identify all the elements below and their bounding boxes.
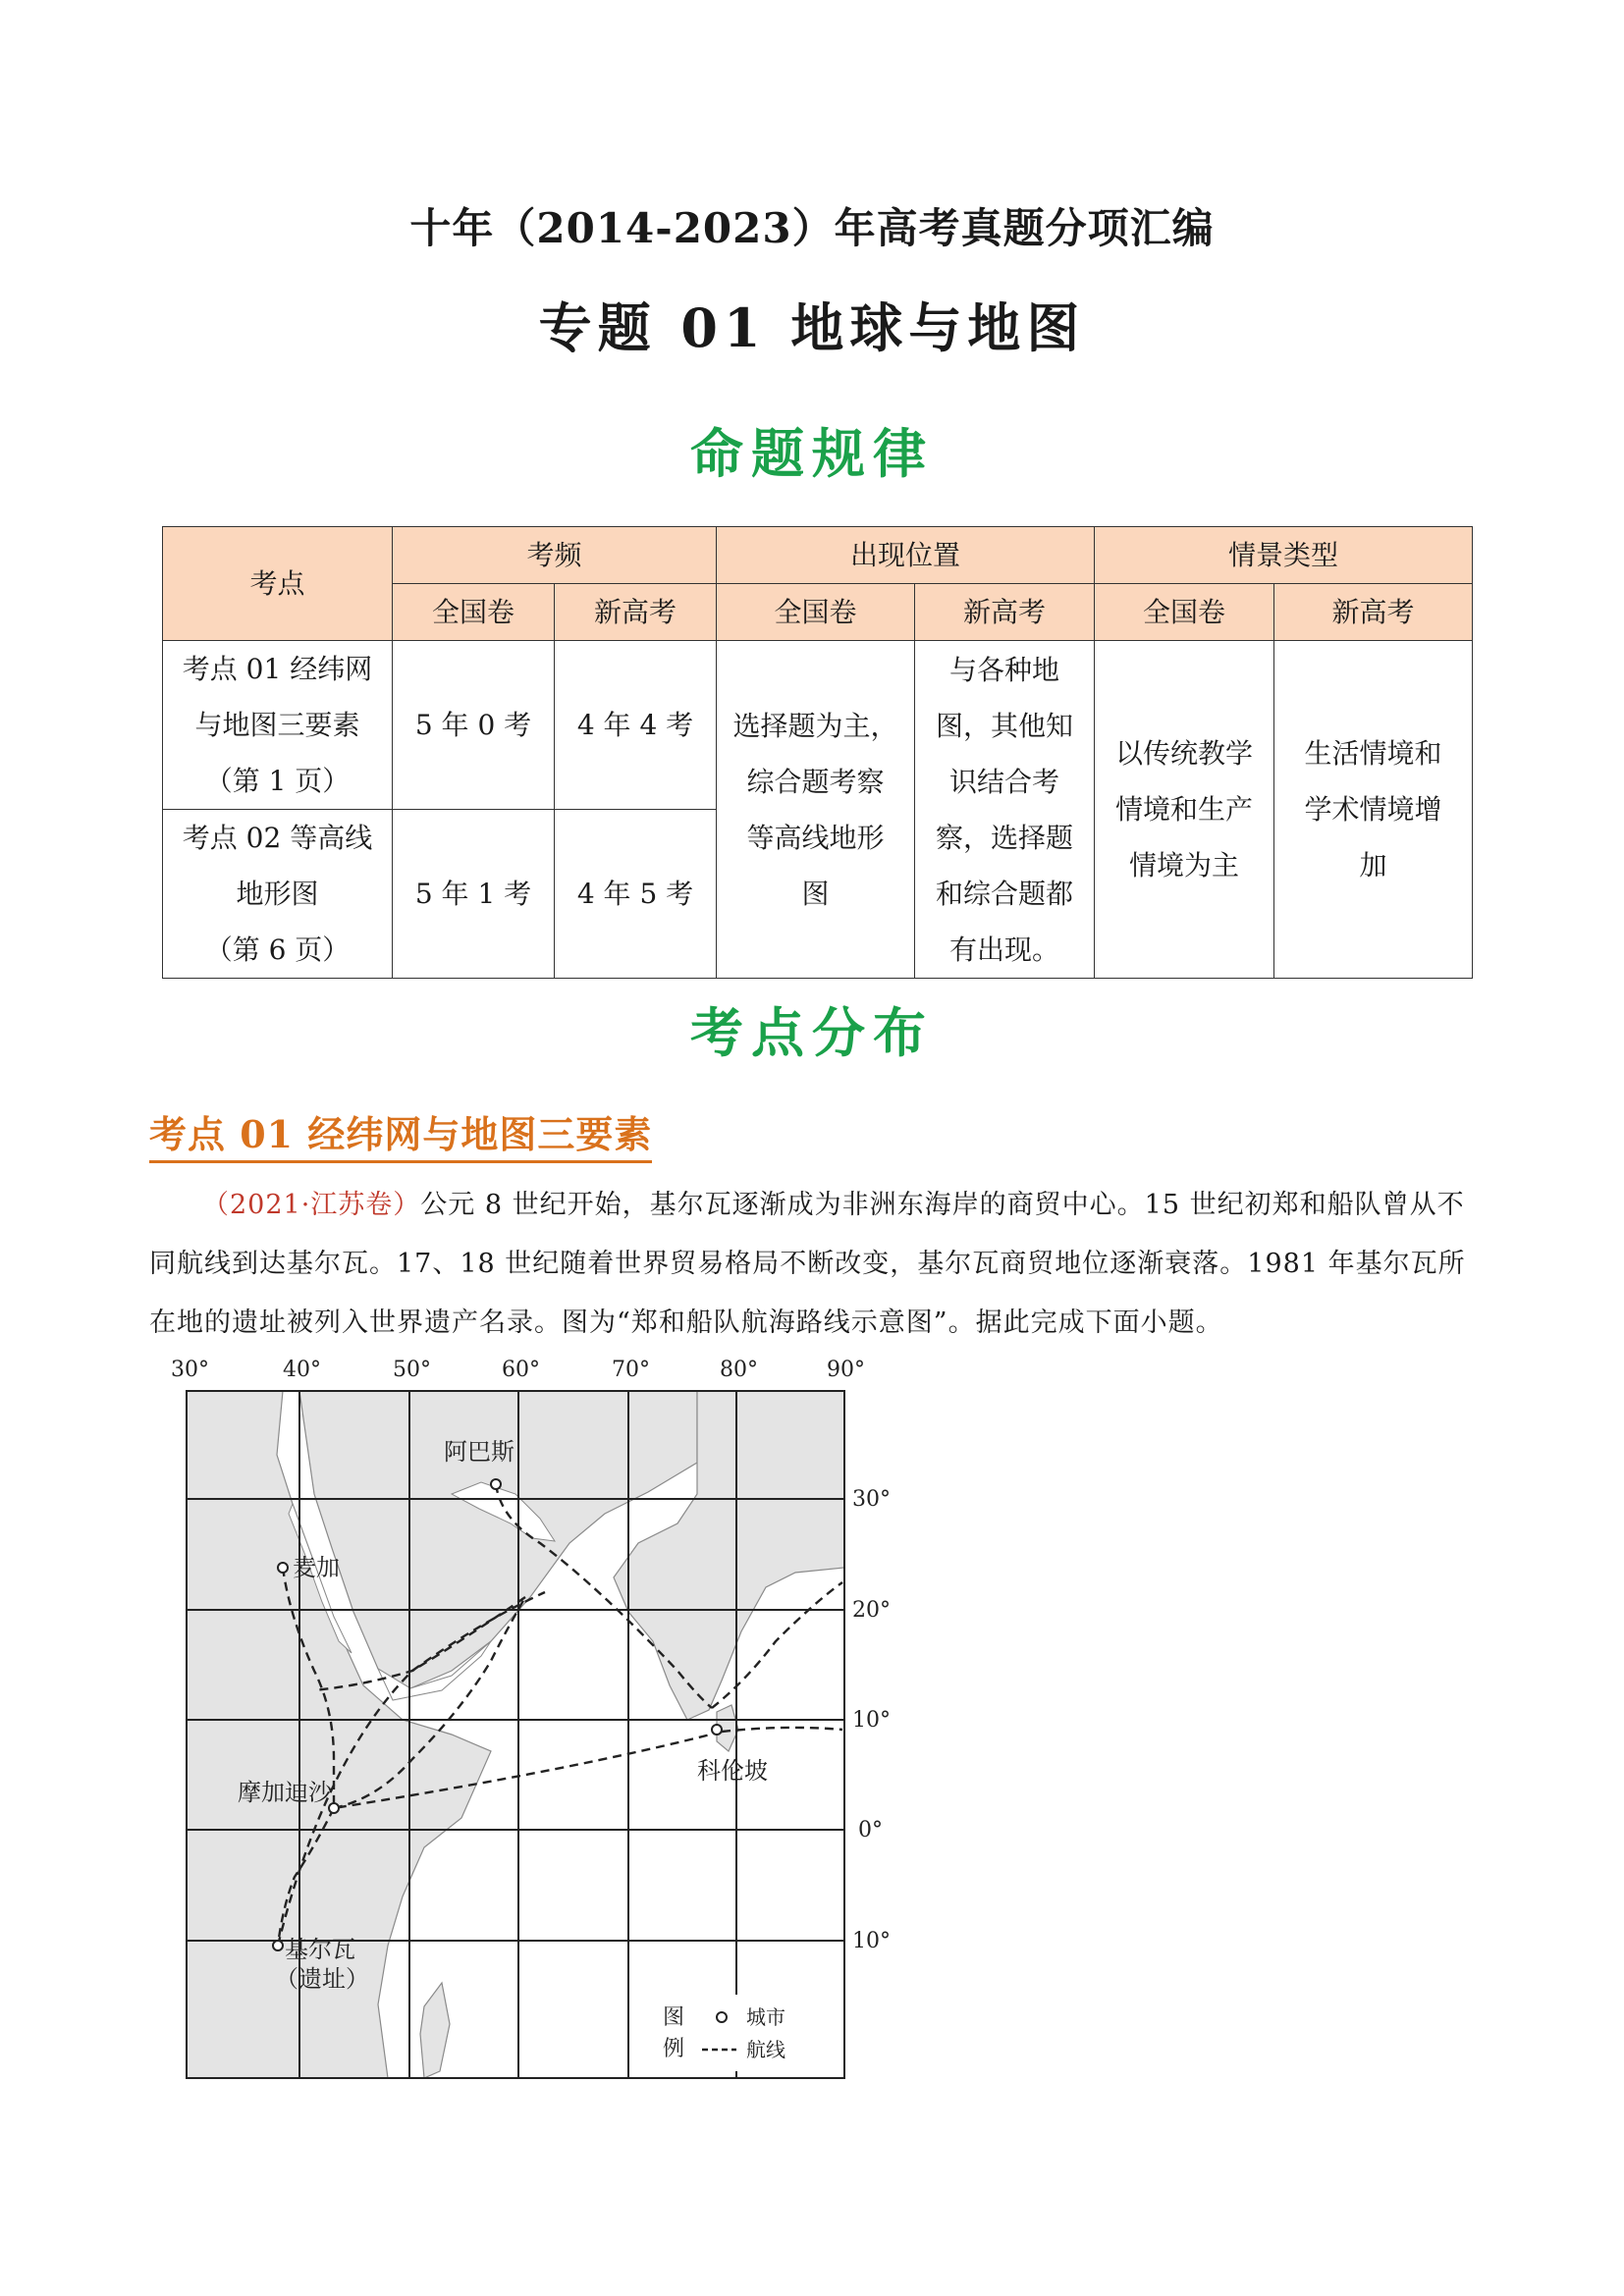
lat-label: 10°	[852, 1929, 891, 1953]
city-label-kilwa-note: （遗址）	[275, 1965, 369, 1993]
kaodian-heading[interactable]: 考点 01 经纬网与地图三要素	[149, 1104, 652, 1163]
subheader-quanguo: 全国卷	[1095, 584, 1274, 641]
cell-kaodian-02: 考点 02 等高线 地形图 （第 6 页）	[163, 810, 393, 979]
cell-freq-xingaokao: 4 年 5 考	[555, 810, 717, 979]
subheader-quanguo: 全国卷	[717, 584, 915, 641]
cell-kaodian-01: 考点 01 经纬网 与地图三要素 （第 1 页）	[163, 641, 393, 810]
header-position: 出现位置	[717, 527, 1095, 584]
legend-city-symbol	[717, 2012, 727, 2022]
cell-freq-xingaokao: 4 年 4 考	[555, 641, 717, 810]
lat-label: 20°	[852, 1598, 891, 1623]
question-text: 公元 8 世纪开始，基尔瓦逐渐成为非洲东海岸的商贸中心。15 世纪初郑和船队曾从不同航线到达基尔瓦。17、18 世纪随着世界贸易格局不断改变，基尔瓦商贸地位逐渐衰落。1981 年基尔瓦所在地的遗址被列入世界遗产名录。图为“郑和船队航海路线示意图”。据此完成下面小题。	[149, 1190, 1466, 1338]
city-marker-kilwa	[273, 1941, 283, 1950]
cell-position-quanguo: 选择题为主， 综合题考察 等高线地形 图	[717, 641, 915, 979]
cell-scene-quanguo: 以传统教学 情境和生产 情境为主	[1095, 641, 1274, 979]
lon-label: 30°	[171, 1358, 209, 1382]
legend-title: 图	[663, 2005, 685, 2030]
lon-label: 90°	[827, 1358, 865, 1382]
lat-label: 10°	[852, 1708, 891, 1733]
lon-label: 60°	[502, 1358, 540, 1382]
legend-route-label: 航线	[746, 2038, 785, 2061]
legend-title: 例	[663, 2037, 685, 2061]
city-label-kilwa: 基尔瓦	[285, 1936, 355, 1963]
cell-position-xingaokao: 与各种地 图，其他知 识结合考 察，选择题 和综合题都 有出现。	[915, 641, 1095, 979]
lon-label: 40°	[283, 1358, 321, 1382]
topic-title: 专题 01 地球与地图	[538, 296, 1086, 359]
document-title: 十年（2014-2023）年高考真题分项汇编	[409, 204, 1215, 252]
subheader-xingaokao: 新高考	[555, 584, 717, 641]
question-source: （2021·江苏卷）	[202, 1190, 421, 1220]
cell-freq-quanguo: 5 年 1 考	[393, 810, 555, 979]
lon-label: 70°	[612, 1358, 650, 1382]
subheader-xingaokao: 新高考	[1274, 584, 1473, 641]
rules-table	[162, 526, 1473, 979]
header-scene: 情景类型	[1095, 527, 1473, 584]
city-label-colombo: 科伦坡	[697, 1757, 768, 1785]
cell-scene-xingaokao: 生活情境和 学术情境增 加	[1274, 641, 1473, 979]
city-label-abbas: 阿巴斯	[444, 1438, 514, 1466]
city-marker-abbas	[491, 1479, 501, 1489]
city-marker-mecca	[278, 1563, 288, 1573]
legend-city-label: 城市	[746, 2005, 785, 2029]
subheader-xingaokao: 新高考	[915, 584, 1095, 641]
cell-freq-quanguo: 5 年 0 考	[393, 641, 555, 810]
lat-label: 30°	[852, 1487, 891, 1512]
map-legend	[643, 1995, 835, 2071]
question-stem	[149, 1176, 1485, 1353]
section-title-rules: 命题规律	[690, 422, 934, 485]
header-kaopin: 考频	[393, 527, 717, 584]
city-label-mecca: 麦加	[293, 1554, 340, 1581]
header-kaodian: 考点	[163, 527, 393, 641]
lon-label: 80°	[720, 1358, 758, 1382]
lon-label: 50°	[393, 1358, 431, 1382]
city-label-mogadishu: 摩加迪沙	[238, 1779, 332, 1806]
route-map	[167, 1347, 952, 2093]
subheader-quanguo: 全国卷	[393, 584, 555, 641]
section-title-distribution: 考点分布	[690, 1001, 934, 1064]
city-marker-colombo	[712, 1725, 722, 1735]
lat-label: 0°	[858, 1818, 883, 1842]
